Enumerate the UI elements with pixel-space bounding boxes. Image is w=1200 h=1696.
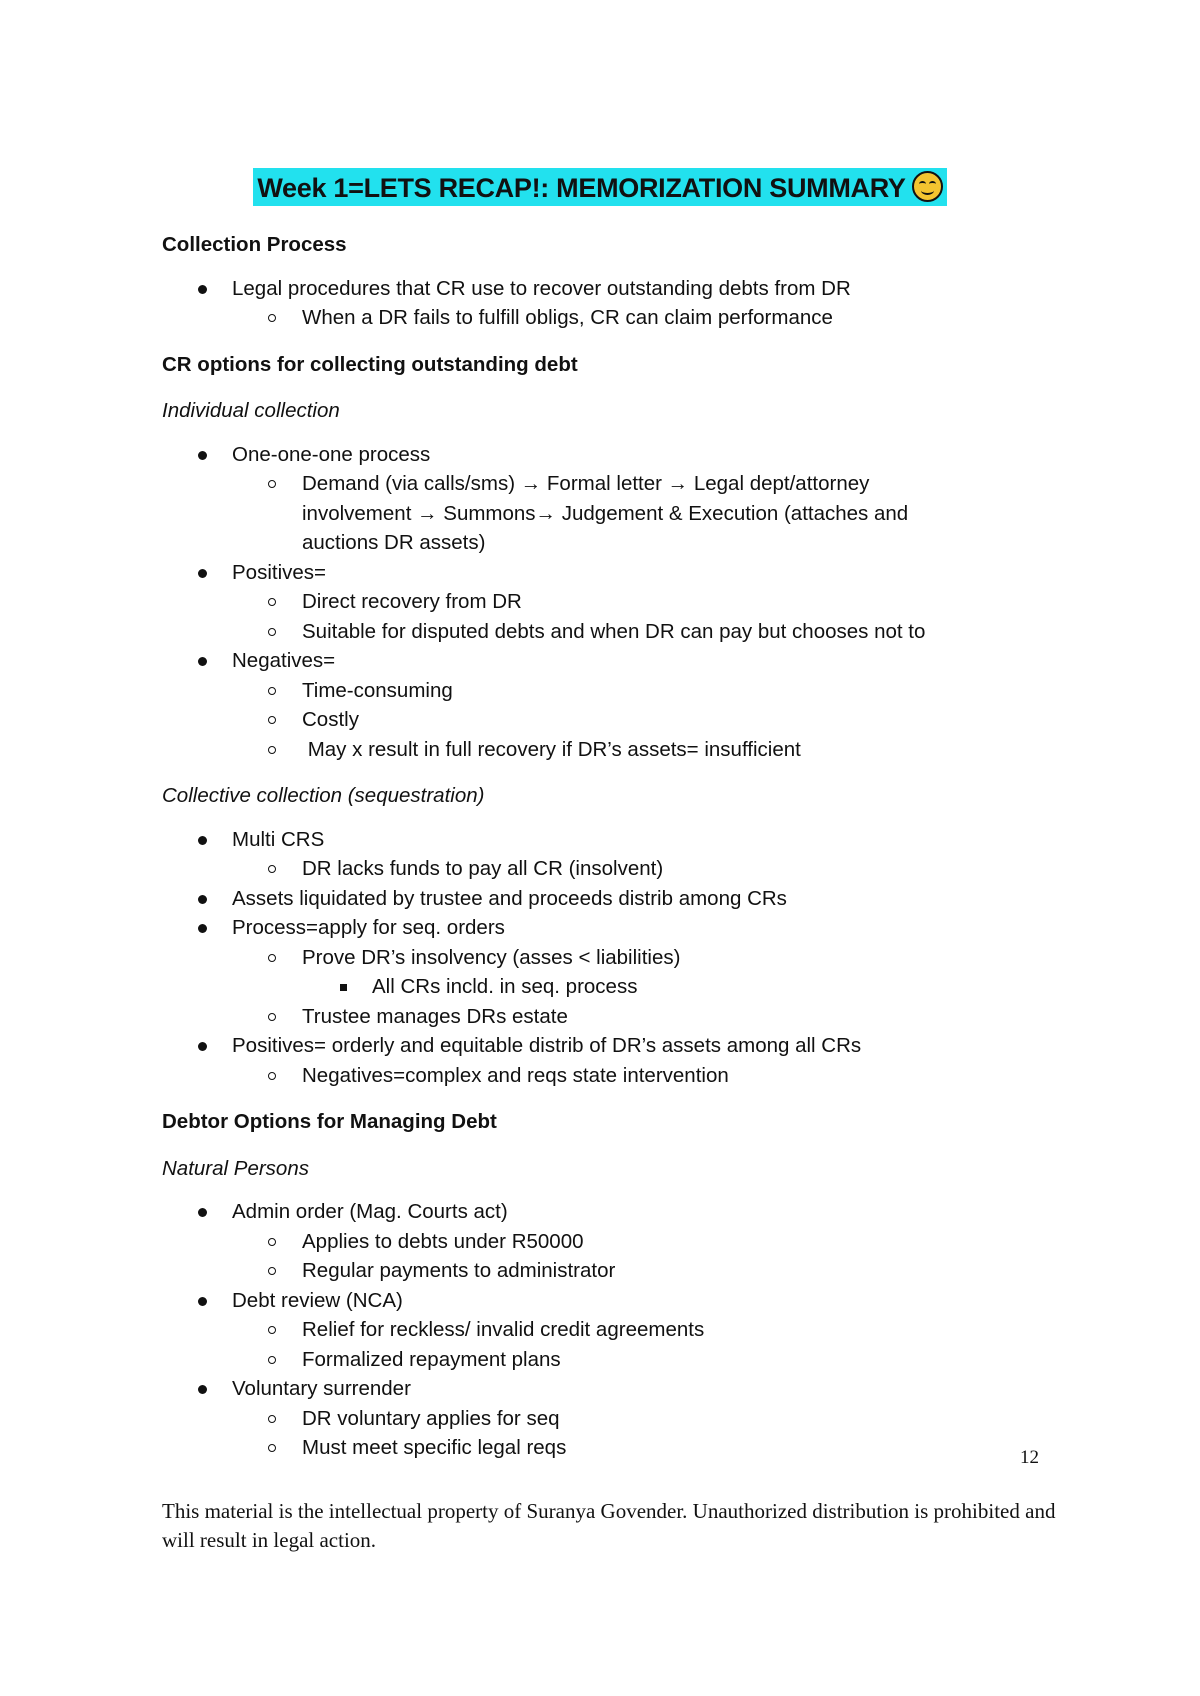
smiley-face-icon <box>912 171 943 202</box>
document-body <box>162 230 1062 1463</box>
title-wrapper <box>0 168 1200 206</box>
list-item: Voluntary surrender <box>162 1374 1062 1404</box>
subheading-collective-collection: Collective collection (sequestration) <box>162 784 485 807</box>
list-item: DR lacks funds to pay all CR (insolvent) <box>162 854 1062 884</box>
subheading-natural-persons: Natural Persons <box>162 1156 309 1180</box>
list-item: Negatives=complex and reqs state intervention <box>162 1061 1062 1091</box>
list-item: Prove DR’s insolvency (asses < liabilities) <box>162 943 1062 973</box>
subheading-individual-collection: Individual collection <box>162 399 340 422</box>
list-item: Legal procedures that CR use to recover outstanding debts from DR <box>162 274 1062 304</box>
list-item: Applies to debts under R50000 <box>162 1227 1062 1257</box>
list-item: Suitable for disputed debts and when DR can pay but chooses not to <box>162 617 1062 647</box>
page-title <box>253 168 946 206</box>
list-item: Must meet specific legal reqs <box>162 1433 1062 1463</box>
list-item: Debt review (NCA) <box>162 1286 1062 1316</box>
list-item: Demand (via calls/sms) → Formal letter → Legal dept/attorney involvement → Summons→ Judgement & Execution (attaches and auctions DR assets) <box>162 469 1062 558</box>
copyright-notice: This material is the intellectual property of Suranya Govender. Unauthorized distribution is prohibited and will result in legal action. <box>162 1499 1056 1552</box>
heading-collection-process: Collection Process <box>162 233 347 256</box>
list-item: Admin order (Mag. Courts act) <box>162 1197 1062 1227</box>
heading-debtor-options: Debtor Options for Managing Debt <box>162 1110 497 1133</box>
page-title-text: Week 1=LETS RECAP!: MEMORIZATION SUMMARY <box>257 173 906 203</box>
list-item: Process=apply for seq. orders <box>162 913 1062 943</box>
list-item: DR voluntary applies for seq <box>162 1404 1062 1434</box>
collective-collection-list <box>162 825 1062 1091</box>
list-item: Multi CRS <box>162 825 1062 855</box>
collection-process-list <box>162 274 1062 333</box>
list-item: Assets liquidated by trustee and proceeds distrib among CRs <box>162 884 1062 914</box>
list-item: All CRs incld. in seq. process <box>162 972 1062 1002</box>
list-item: Negatives= <box>162 646 1062 676</box>
list-item: Formalized repayment plans <box>162 1345 1062 1375</box>
individual-collection-list <box>162 440 1062 765</box>
list-item: Time-consuming <box>162 676 1062 706</box>
list-item: Positives= orderly and equitable distrib of DR’s assets among all CRs <box>162 1031 1062 1061</box>
list-item: One-one-one process <box>162 440 1062 470</box>
list-item: Direct recovery from DR <box>162 587 1062 617</box>
page-number: 12 <box>1020 1447 1039 1468</box>
list-item: Costly <box>162 705 1062 735</box>
list-item: Trustee manages DRs estate <box>162 1002 1062 1032</box>
natural-persons-list <box>162 1197 1062 1463</box>
list-item: Positives= <box>162 558 1062 588</box>
heading-cr-options: CR options for collecting outstanding debt <box>162 352 578 376</box>
list-item: When a DR fails to fulfill obligs, CR can claim performance <box>162 303 1062 333</box>
list-item: Relief for reckless/ invalid credit agreements <box>162 1315 1062 1345</box>
list-item: May x result in full recovery if DR’s assets= insufficient <box>162 735 1062 765</box>
list-item: Regular payments to administrator <box>162 1256 1062 1286</box>
